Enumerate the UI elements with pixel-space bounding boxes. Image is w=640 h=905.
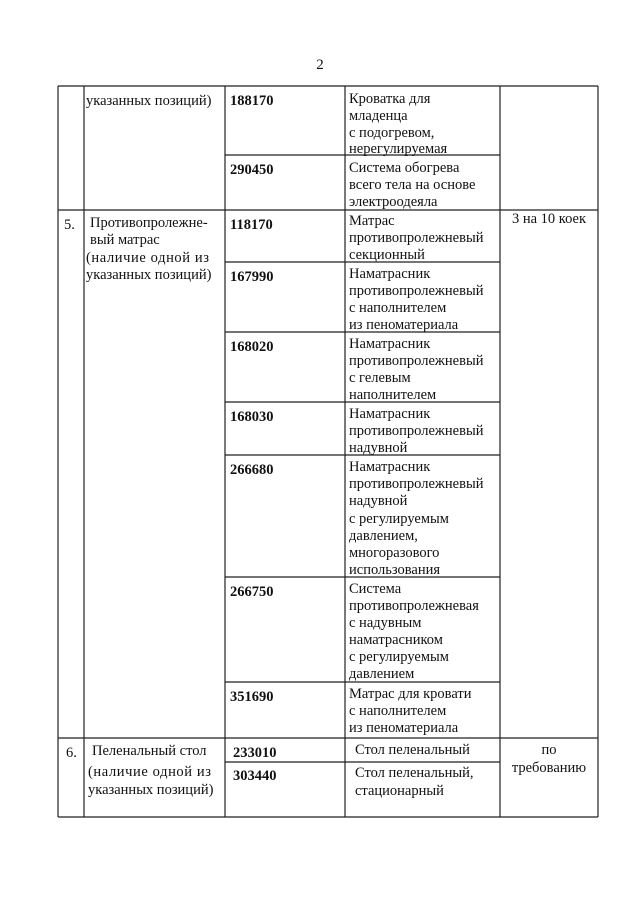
- item-name-line: секционный: [349, 247, 425, 263]
- item-code: 167990: [230, 269, 274, 285]
- item-name-line: Матрас для кровати: [349, 686, 472, 702]
- item-name-line: давлением: [349, 666, 415, 682]
- page-number: 2: [316, 57, 324, 73]
- item-name-line: Наматрасник: [349, 266, 431, 282]
- item-name-line: давлением,: [349, 528, 418, 544]
- group-number: 6.: [66, 745, 77, 761]
- quantity-line: 3 на 10 коек: [511, 211, 587, 227]
- group-name-line: (наличие одной из: [88, 764, 212, 780]
- item-code: 168030: [230, 409, 274, 425]
- quantity-line: требованию: [511, 760, 587, 776]
- item-code: 188170: [230, 93, 274, 109]
- item-code: 290450: [230, 162, 274, 178]
- item-code: 233010: [233, 745, 277, 761]
- item-name-line: из пеноматериала: [349, 317, 459, 333]
- item-name-line: противопролежневая: [349, 598, 479, 614]
- item-code: 266750: [230, 584, 274, 600]
- group-name-line: вый матрас: [90, 232, 160, 248]
- item-code: 351690: [230, 689, 274, 705]
- group-name-line: (наличие одной из: [86, 250, 210, 266]
- group-name-line: указанных позиций): [88, 782, 214, 798]
- item-name-line: Наматрасник: [349, 336, 431, 352]
- item-name-line: Матрас: [349, 213, 395, 229]
- item-name-line: с подогревом,: [349, 125, 435, 141]
- item-code: 266680: [230, 462, 274, 478]
- group-name-line: Пеленальный стол: [92, 743, 207, 759]
- group-name-line: Противопролежне-: [90, 215, 208, 231]
- quantity-line: по: [541, 742, 557, 758]
- item-name-line: Стол пеленальный,: [355, 765, 474, 781]
- item-code: 303440: [233, 768, 277, 784]
- item-name-line: Наматрасник: [349, 406, 431, 422]
- item-name-line: противопролежневый: [349, 423, 484, 439]
- item-name-line: надувной: [349, 493, 408, 509]
- item-name-line: использования: [349, 562, 441, 578]
- item-name-line: всего тела на основе: [349, 177, 476, 193]
- item-name-line: младенца: [349, 108, 408, 124]
- item-name-line: с наполнителем: [349, 703, 447, 719]
- item-name-line: противопролежневый: [349, 283, 484, 299]
- item-name-line: противопролежневый: [349, 476, 484, 492]
- item-name-line: многоразового: [349, 545, 440, 561]
- group-name-line: указанных позиций): [86, 267, 212, 283]
- item-name-line: с регулируемым: [349, 511, 449, 527]
- item-name-line: Наматрасник: [349, 459, 431, 475]
- group-name-line: указанных позиций): [86, 93, 212, 109]
- item-name-line: с надувным: [349, 615, 422, 631]
- item-name-line: стационарный: [355, 783, 444, 799]
- item-name-line: с наполнителем: [349, 300, 447, 316]
- item-name-line: из пеноматериала: [349, 720, 459, 736]
- item-name-line: Система: [349, 581, 402, 597]
- item-name-line: наматрасником: [349, 632, 443, 648]
- group-number: 5.: [64, 217, 75, 233]
- item-name-line: противопролежневый: [349, 353, 484, 369]
- item-code: 168020: [230, 339, 274, 355]
- item-name-line: наполнителем: [349, 387, 437, 403]
- item-name-line: с гелевым: [349, 370, 411, 386]
- item-name-line: Стол пеленальный: [355, 742, 470, 758]
- item-name-line: электроодеяла: [349, 194, 438, 210]
- item-name-line: противопролежневый: [349, 230, 484, 246]
- item-name-line: Кроватка для: [349, 91, 431, 107]
- item-name-line: надувной: [349, 440, 408, 456]
- item-name-line: с регулируемым: [349, 649, 449, 665]
- item-name-line: нерегулируемая: [349, 141, 448, 157]
- item-code: 118170: [230, 217, 273, 233]
- item-name-line: Система обогрева: [349, 160, 460, 176]
